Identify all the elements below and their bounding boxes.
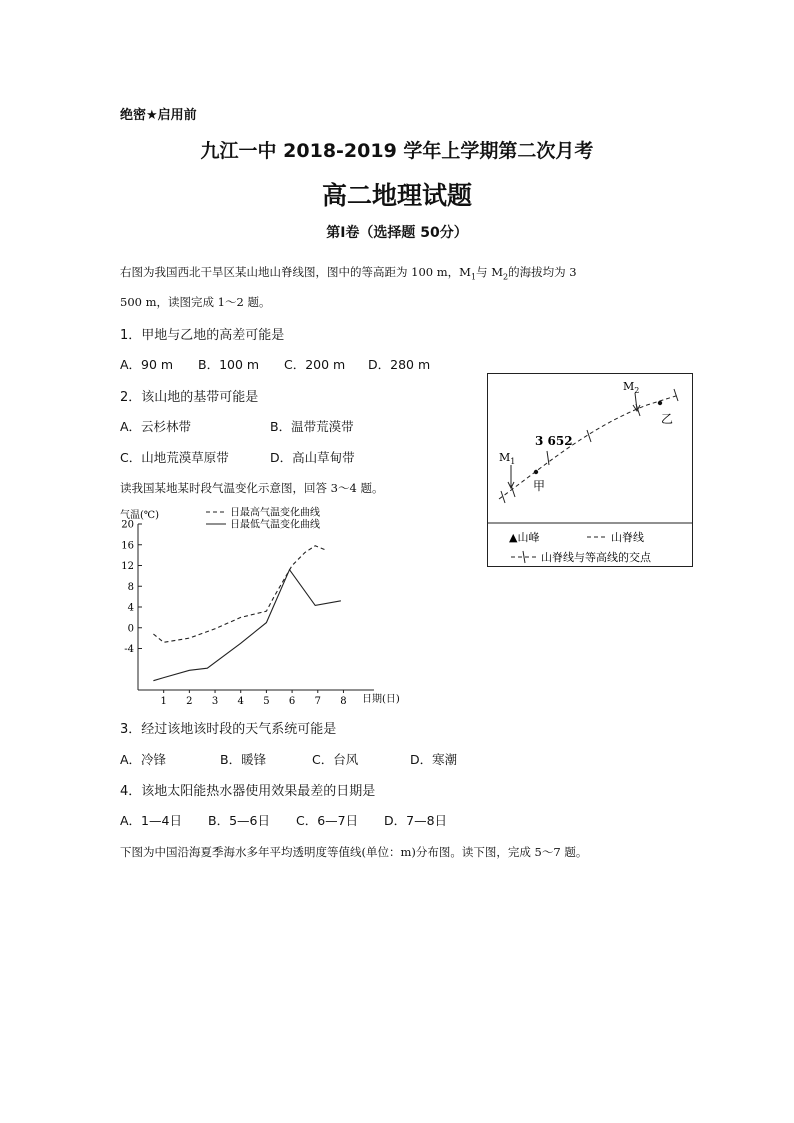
label-jia: 甲 xyxy=(533,479,546,493)
label-m1: $M_1$ xyxy=(499,451,516,466)
label-yi: 乙 xyxy=(661,412,674,426)
chart-x-tick-label: 4 xyxy=(237,696,244,707)
q1-option-a: A．90 m xyxy=(120,357,174,372)
q1-option-c: C．200 m xyxy=(284,357,346,372)
point-yi xyxy=(658,401,662,405)
q4-option-d: D．7—8日 xyxy=(384,813,448,828)
legend-ridge: 山脊线 xyxy=(611,531,644,544)
question-4-stem: 4．该地太阳能热水器使用效果最差的日期是 xyxy=(120,784,376,799)
q3-option-c: C．台风 xyxy=(312,752,359,767)
passage3: 下图为中国沿海夏季海水多年平均透明度等值线(单位：m)分布图。读下图，完成 5～7 题。 xyxy=(120,845,588,859)
q3-option-b: B．暖锋 xyxy=(220,752,267,767)
q4-option-c: C．6—7日 xyxy=(296,813,359,828)
chart-ylabel: 气温(℃) xyxy=(120,510,159,521)
series-line-max xyxy=(153,546,325,643)
passage2: 读我国某地某时段气温变化示意图，回答 3～4 题。 xyxy=(120,481,384,495)
chart-x-tick-label: 1 xyxy=(160,696,167,707)
chart-y-tick-label: 12 xyxy=(121,561,134,572)
q2-option-c: C．山地荒漠草原带 xyxy=(120,450,229,465)
passage1-line1: 右图为我国西北干旱区某山地山脊线图，图中的等高距为 100 m，$M_1$与 $M_2$的海拔均为 3 xyxy=(120,265,577,282)
chart-x-tick-label: 2 xyxy=(186,696,193,707)
ridge-line xyxy=(499,395,679,499)
q2-option-d: D．高山草甸带 xyxy=(270,450,355,465)
point-jia xyxy=(534,470,538,474)
chart-x-tick-label: 3 xyxy=(211,696,219,707)
temperature-chart xyxy=(114,500,414,710)
chart-y-tick-label: 0 xyxy=(127,623,134,635)
label-elevation: 3 652 xyxy=(535,434,573,448)
confidential-label: 绝密★启用前 xyxy=(120,108,197,123)
legend-label-0: 日最高气温变化曲线 xyxy=(230,507,320,519)
question-3-stem: 3．经过该地该时段的天气系统可能是 xyxy=(120,722,337,737)
chart-x-tick-label: 7 xyxy=(314,696,321,707)
chart-xlabel: 日期(日) xyxy=(362,694,400,705)
question-1-stem: 1．甲地与乙地的高差可能是 xyxy=(120,328,285,343)
label-m2: $M_2$ xyxy=(623,380,640,395)
chart-y-tick-label: 4 xyxy=(127,602,134,614)
chart-x-tick-label: 8 xyxy=(340,696,347,707)
q1-option-b: B．100 m xyxy=(198,357,260,372)
q2-option-b: B．温带荒漠带 xyxy=(270,419,354,434)
contour-ticks xyxy=(501,389,678,503)
chart-y-tick-label: 8 xyxy=(127,581,134,593)
q4-option-b: B．5—6日 xyxy=(208,813,270,828)
legend-peak: ▲山峰 xyxy=(509,531,540,544)
q3-option-d: D．寒潮 xyxy=(410,752,458,767)
part-title: 第Ⅰ卷（选择题 50分） xyxy=(326,225,468,241)
ridge-map-figure xyxy=(487,373,693,567)
m2-arrow xyxy=(635,393,637,410)
q4-option-a: A．1—4日 xyxy=(120,813,182,828)
chart-y-tick-label: 20 xyxy=(121,519,134,531)
chart-y-tick-label: -4 xyxy=(124,644,134,655)
legend-intersection: 山脊线与等高线的交点 xyxy=(541,551,651,564)
passage1-line2: 500 m，读图完成 1～2 题。 xyxy=(120,295,271,309)
chart-x-tick-label: 6 xyxy=(288,696,296,707)
chart-y-tick-label: 16 xyxy=(121,540,134,552)
legend-label-1: 日最低气温变化曲线 xyxy=(230,519,320,531)
legend-intersection-tick xyxy=(523,551,525,563)
subject-title: 高二地理试题 xyxy=(321,181,472,210)
chart-x-tick-label: 5 xyxy=(263,696,270,707)
school-title: 九江一中 2018-2019 学年上学期第二次月考 xyxy=(200,140,594,162)
question-2-stem: 2．该山地的基带可能是 xyxy=(120,390,259,405)
q3-option-a: A．冷锋 xyxy=(120,752,167,767)
q1-option-d: D．280 m xyxy=(368,357,431,372)
q2-option-a: A．云杉林带 xyxy=(120,419,192,434)
series-line-min xyxy=(153,570,341,681)
peak-arrow xyxy=(547,451,549,465)
